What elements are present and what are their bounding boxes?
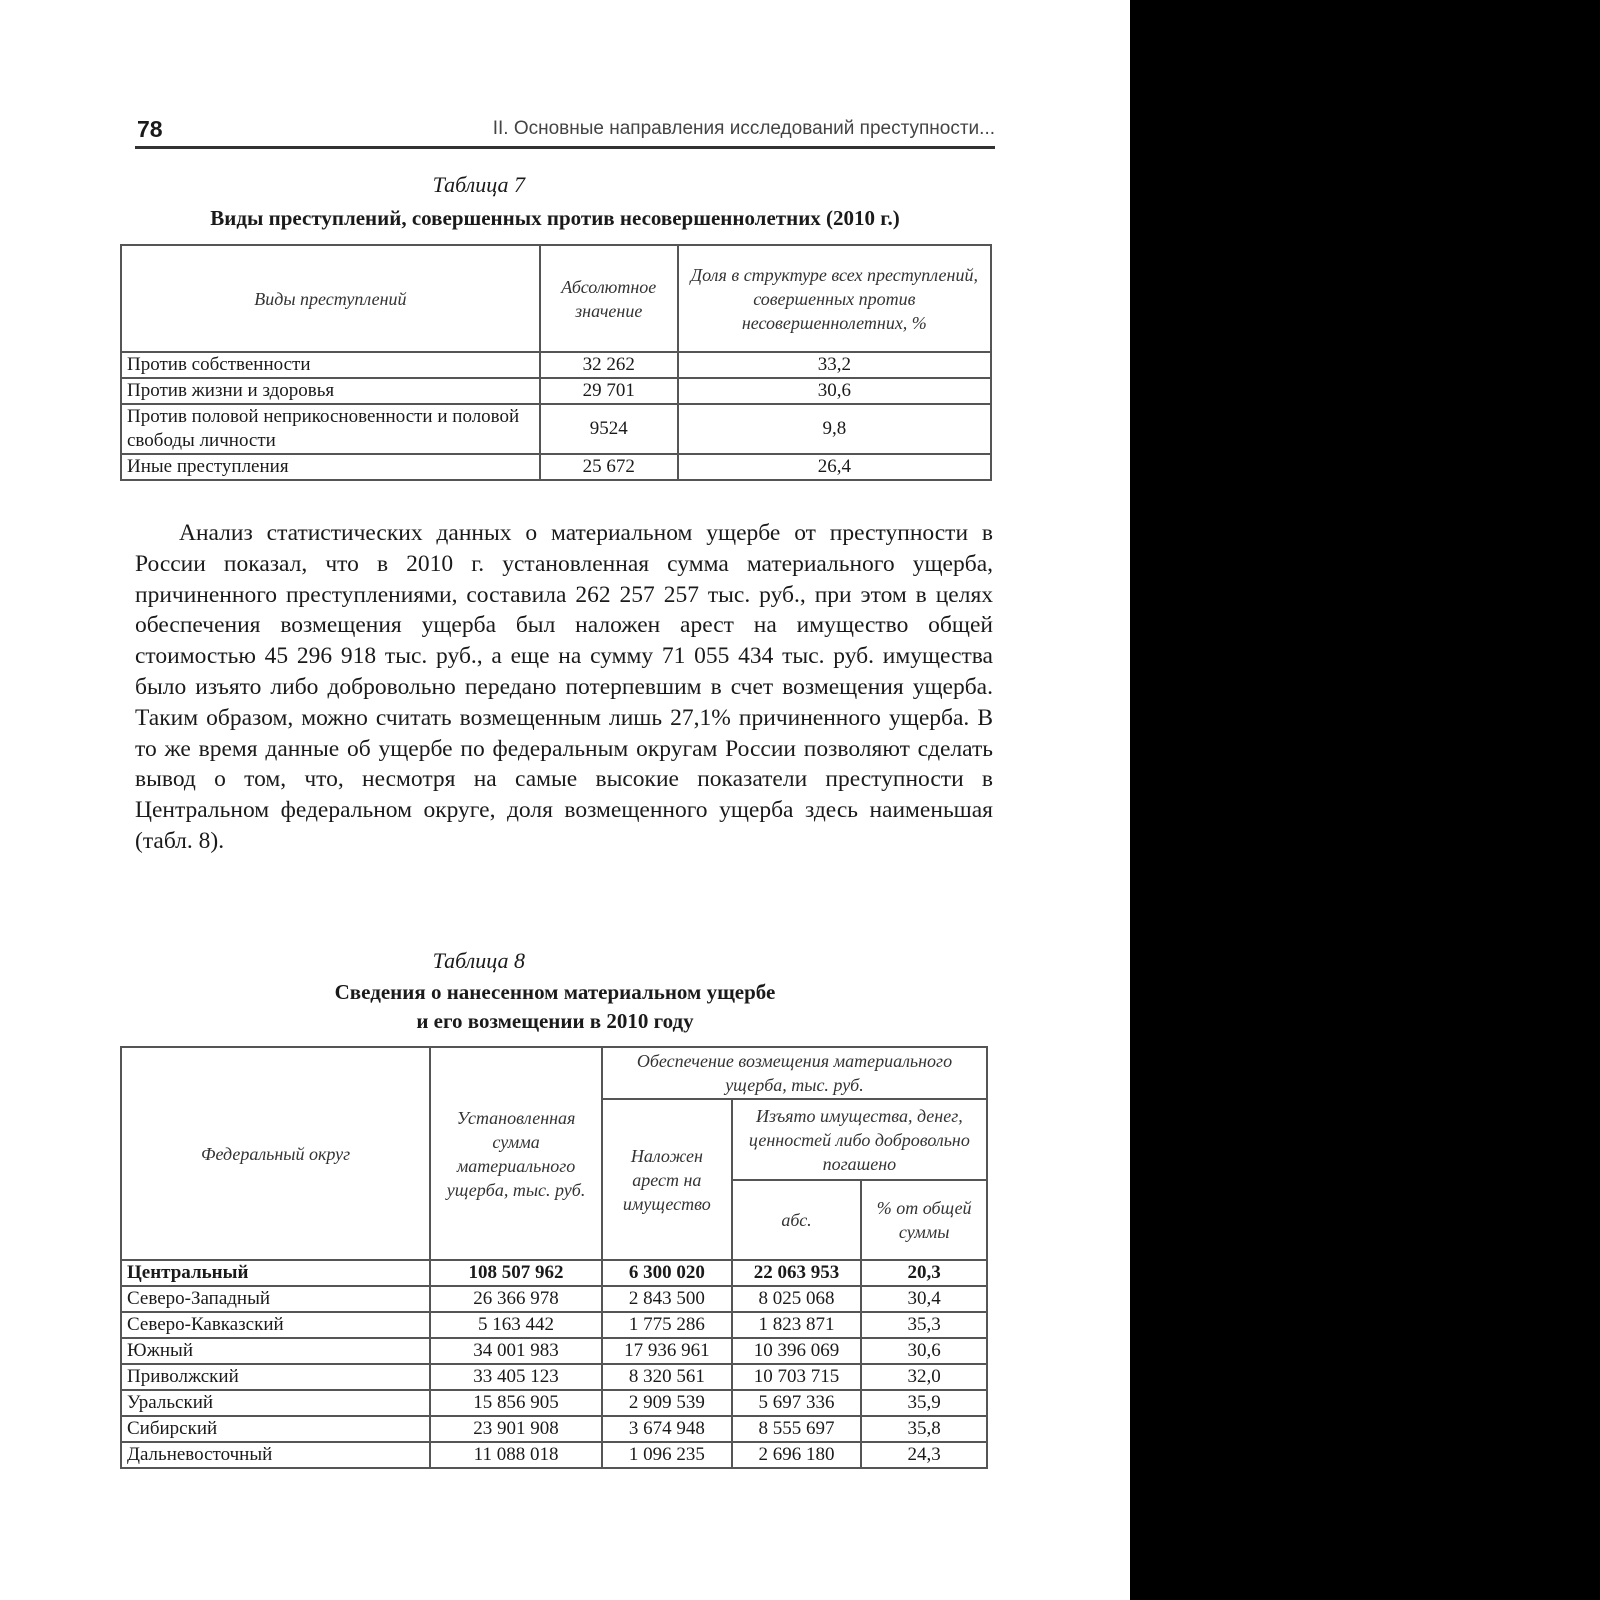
table8-cell-arrest: 3 674 948 [602,1416,732,1442]
table8-cell-abs: 22 063 953 [732,1260,862,1286]
table8-cell-pct: 35,3 [861,1312,987,1338]
table8-cell-abs: 2 696 180 [732,1442,862,1468]
table8-cell-established: 33 405 123 [430,1364,602,1390]
table8-cell-abs: 1 823 871 [732,1312,862,1338]
table-row [121,378,991,404]
table8-cell-district: Приволжский [121,1364,430,1390]
table8-cell-district: Центральный [121,1260,430,1286]
page-header [135,112,995,149]
table8-col-established: Установленная сумма материального ущерба, тыс. руб. [430,1047,602,1260]
table7-cell-type: Против собственности [121,352,540,378]
table7-cell-type: Против жизни и здоровья [121,378,540,404]
table-row [121,1312,987,1338]
table-row [121,1364,987,1390]
scan-margin [1130,0,1600,1600]
table8-cell-pct: 35,8 [861,1416,987,1442]
table8-cell-arrest: 8 320 561 [602,1364,732,1390]
table7-cell-share: 26,4 [678,454,991,480]
table7-label: Таблица 7 [432,172,525,197]
table8-cell-abs: 10 396 069 [732,1338,862,1364]
table-row [121,454,991,480]
table7-cell-share: 30,6 [678,378,991,404]
table8-cell-established: 15 856 905 [430,1390,602,1416]
table7-title: Виды преступлений, совершенных против несовершеннолетних (2010 г.) [210,206,900,230]
table8-cell-abs: 5 697 336 [732,1390,862,1416]
table7 [120,244,992,481]
table8-cell-district: Уральский [121,1390,430,1416]
table7-cell-share: 9,8 [678,404,991,454]
table8-cell-arrest: 2 909 539 [602,1390,732,1416]
table8-cell-arrest: 1 096 235 [602,1442,732,1468]
table8-cell-district: Сибирский [121,1416,430,1442]
table8-cell-established: 26 366 978 [430,1286,602,1312]
table8-cell-arrest: 1 775 286 [602,1312,732,1338]
table8-cell-pct: 32,0 [861,1364,987,1390]
table8-cell-abs: 8 555 697 [732,1416,862,1442]
table7-cell-type: Против половой неприкосновенности и половой свободы личности [121,404,540,454]
table8-cell-district: Северо-Кавказский [121,1312,430,1338]
table8-cell-arrest: 2 843 500 [602,1286,732,1312]
table-row [121,1390,987,1416]
table8-col-arrest: Наложен арест на имущество [602,1099,732,1260]
table8-cell-pct: 35,9 [861,1390,987,1416]
table-row [121,404,991,454]
table-row [121,352,991,378]
table8-title-line2: и его возмещении в 2010 году [416,1009,694,1033]
table-row [121,1416,987,1442]
table8-cell-district: Южный [121,1338,430,1364]
table7-cell-abs: 25 672 [540,454,678,480]
table7-col-type: Виды преступлений [121,245,540,352]
table8-title-line1: Сведения о нанесенном материальном ущербе [334,980,776,1004]
table8-cell-pct: 30,6 [861,1338,987,1364]
table7-cell-type: Иные преступления [121,454,540,480]
table-row [121,1286,987,1312]
table8-cell-established: 11 088 018 [430,1442,602,1468]
table8-cell-established: 23 901 908 [430,1416,602,1442]
table8-cell-district: Северо-Западный [121,1286,430,1312]
table-row [121,1442,987,1468]
table8-cell-established: 108 507 962 [430,1260,602,1286]
table-row [121,1260,987,1286]
table7-col-abs: Абсолютное значение [540,245,678,352]
table8-col-abs: абс. [732,1180,862,1260]
table8-cell-abs: 10 703 715 [732,1364,862,1390]
table8-cell-established: 34 001 983 [430,1338,602,1364]
table7-col-share: Доля в структуре всех преступлений, совершенных против несовершеннолетних, % [678,245,991,352]
table8-col-district: Федеральный округ [121,1047,430,1260]
table8 [120,1046,988,1469]
table8-cell-pct: 24,3 [861,1442,987,1468]
table-row [121,1338,987,1364]
table8-col-seized: Изъято имущества, денег, ценностей либо добровольно погашено [732,1099,987,1180]
table8-cell-district: Дальневосточный [121,1442,430,1468]
table7-cell-share: 33,2 [678,352,991,378]
body-paragraph: Анализ статистических данных о материальном ущербе от преступности в России показал, что в 2010 г. установленная сумма материального ущерба, причиненного преступлениями, составила 262 257 257 тыс. руб., при этом в целях обеспечения возмещения ущерба был наложен арест на имущество общей стоимостью 45 296 918 тыс. руб., а еще на сумму 71 055 434 тыс. руб. имущества было изъято либо добровольно передано потерпевшим в счет возмещения ущерба. Таким образом, можно считать возмещенным лишь 27,1% причиненного ущерба. В то же время данные об ущербе по федеральным округам России позволяют сделать вывод о том, что, несмотря на самые высокие показатели преступности в Центральном федеральном округе, доля возмещенного ущерба здесь наименьшая (табл. 8). [135,520,993,854]
table8-col-pct: % от общей суммы [861,1180,987,1260]
table8-label: Таблица 8 [432,948,525,973]
table8-cell-abs: 8 025 068 [732,1286,862,1312]
table8-cell-pct: 20,3 [861,1260,987,1286]
running-title: II. Основные направления исследований преступности... [492,118,995,139]
page-number: 78 [137,116,163,142]
table8-cell-pct: 30,4 [861,1286,987,1312]
table8-cell-arrest: 6 300 020 [602,1260,732,1286]
table7-cell-abs: 9524 [540,404,678,454]
table7-cell-abs: 29 701 [540,378,678,404]
table8-cell-arrest: 17 936 961 [602,1338,732,1364]
table8-col-provision: Обеспечение возмещения материального ущерба, тыс. руб. [602,1047,987,1099]
table7-cell-abs: 32 262 [540,352,678,378]
table8-cell-established: 5 163 442 [430,1312,602,1338]
